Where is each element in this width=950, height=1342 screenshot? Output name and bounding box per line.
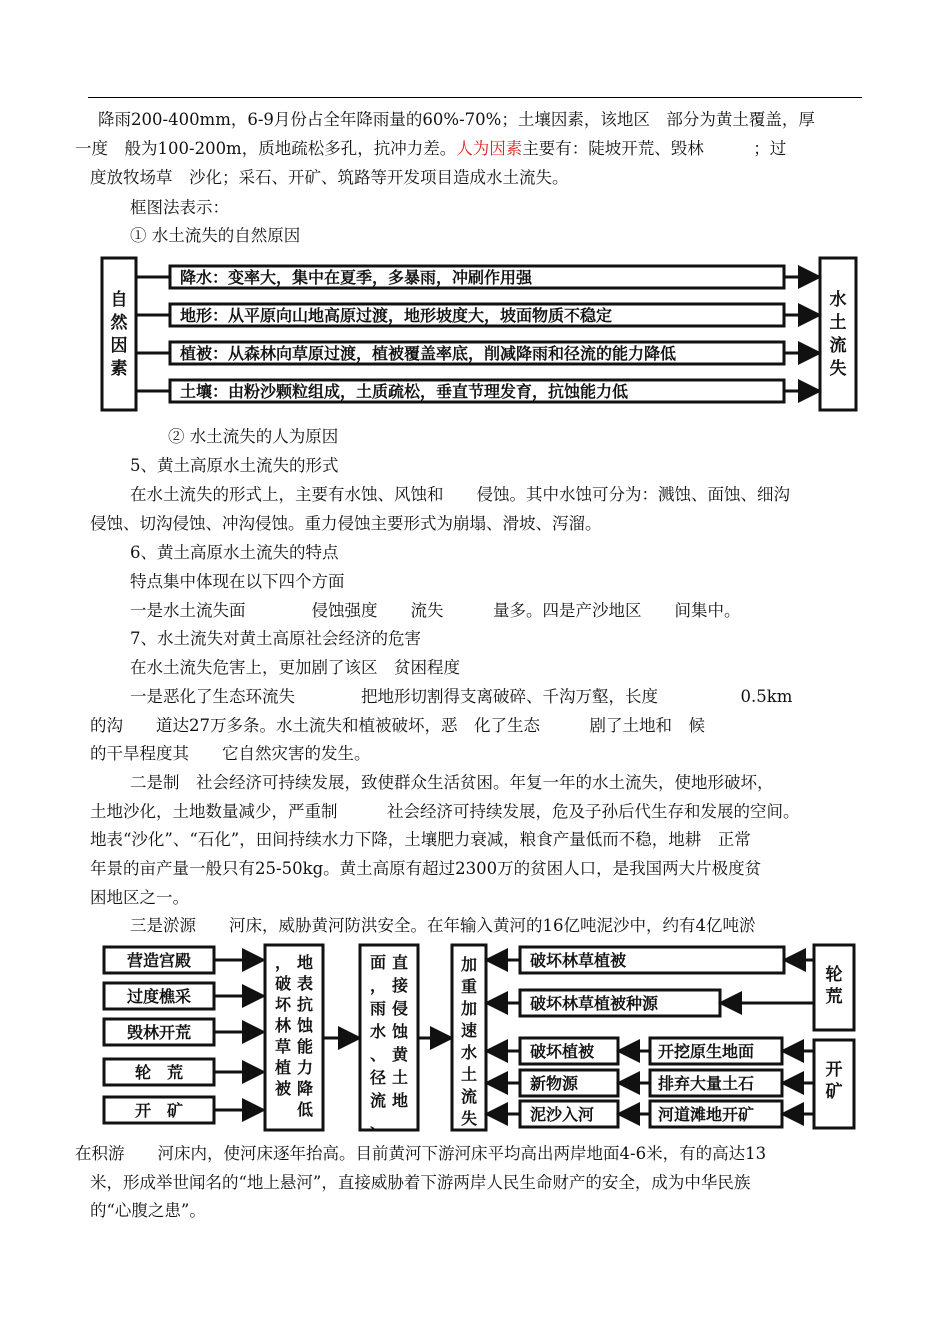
vertical-char: 重 xyxy=(460,977,478,996)
cause-label: 毁林开荒 xyxy=(126,1023,192,1042)
vertical-char: 草 xyxy=(274,1037,292,1056)
vertical-char: 低 xyxy=(296,1100,314,1119)
paragraph-line: 在积游 河床内，使河床逐年抬高。目前黄河下游河床平均高出两岸地面4-6米，有的高达13 xyxy=(75,1144,767,1163)
section-6-heading: 6、黄土高原水土流失的特点 xyxy=(130,543,339,562)
vertical-char: 能 xyxy=(296,1037,314,1056)
paragraph-line: 特点集中体现在以下四个方面 xyxy=(130,572,345,591)
soil-erosion-box xyxy=(820,258,856,410)
paragraph-line: 一是恶化了生态环流失 把地形切割得支离破碎、千沟万壑，长度 0.5km xyxy=(130,687,793,706)
frame-intro: 框图法表示： xyxy=(130,198,229,217)
vertical-char: 表 xyxy=(296,974,314,993)
vertical-char: 接 xyxy=(391,976,409,995)
source-label: 开挖原生地面 xyxy=(658,1042,755,1061)
human-causes-diagram xyxy=(100,940,860,1135)
effect-label: 破坏植被 xyxy=(530,1042,595,1061)
section-5-heading: 5、黄土高原水土流失的形式 xyxy=(130,456,339,475)
direct-erosion-box xyxy=(360,945,418,1130)
cause-boxes xyxy=(104,947,260,1123)
rotation-label-2: 荒 xyxy=(825,987,843,1007)
section-7-heading: 7、水土流失对黄土高原社会经济的危害 xyxy=(130,629,421,648)
natural-causes-heading: ① 水土流失的自然原因 xyxy=(130,226,301,245)
vertical-char: 被 xyxy=(274,1079,292,1098)
right-label-3: 流 xyxy=(829,336,847,356)
text-run: 主要有：陡坡开荒、毁林 ；过 xyxy=(522,139,787,158)
row-text: 地形：从平原向山地高原过渡，地形坡度大，坡面物质不稳定 xyxy=(180,306,613,325)
vertical-char: 土 xyxy=(460,1065,478,1084)
vertical-char: 、 xyxy=(369,1045,387,1064)
paragraph-line: 度放牧场草 沙化；采石、开矿、筑路等开发项目造成水土流失。 xyxy=(90,168,569,187)
cause-box xyxy=(104,947,260,973)
cause-box xyxy=(104,1019,260,1045)
text-run: 一度 般为100-200m，质地疏松多孔，抗冲力差。 xyxy=(75,139,457,158)
vertical-char: 速 xyxy=(460,1021,478,1040)
factor-row-vegetation xyxy=(136,342,816,364)
vertical-char: 坏 xyxy=(274,995,292,1014)
cause-box xyxy=(104,1097,260,1123)
left-label-1: 自 xyxy=(110,290,128,310)
natural-causes-diagram xyxy=(100,253,860,415)
source-box xyxy=(622,1101,814,1127)
row-text: 植被：从森林向草原过渡，植被覆盖率底，削减降雨和径流的能力降低 xyxy=(180,344,677,363)
vertical-char: 雨 xyxy=(369,999,387,1018)
rotation-label-1: 轮 xyxy=(825,965,843,985)
paragraph-line: 土地沙化，土地数量减少，严重制 社会经济可持续发展，危及子孙后代生存和发展的空间。 xyxy=(90,802,800,821)
paragraph-line: 在水土流失危害上，更加剧了该区 贫困程度 xyxy=(130,658,460,677)
paragraph-line: 年景的亩产量一般只有25-50kg。黄土高原有超过2300万的贫困人口，是我国两大片极度贫 xyxy=(90,859,762,878)
mining-label-2: 矿 xyxy=(825,1082,843,1102)
vertical-char: 直 xyxy=(391,953,409,972)
row-text: 降水：变率大，集中在夏季，多暴雨，冲刷作用强 xyxy=(180,268,533,287)
paragraph-line: 降雨200-400mm，6-9月份占全年降雨量的60%-70%；土壤因素，该地区 部分为黄土覆盖，厚 xyxy=(98,110,815,129)
effect-box xyxy=(490,1070,618,1096)
highlight-human-factors: 人为因素 xyxy=(456,139,523,158)
source-box xyxy=(622,1070,814,1096)
vertical-char: 降 xyxy=(296,1079,314,1098)
source-boxes xyxy=(622,1038,814,1127)
paragraph-line: 困地区之一。 xyxy=(90,888,189,907)
effect-box xyxy=(490,1038,618,1064)
effect-box xyxy=(490,1101,618,1127)
paragraph-line xyxy=(75,137,786,161)
vertical-char: ， xyxy=(274,953,292,972)
vertical-char: 植 xyxy=(274,1058,292,1077)
effect-label: 破坏林草植被 xyxy=(530,951,627,970)
surface-resistance-box xyxy=(265,945,323,1130)
left-label-4: 素 xyxy=(110,359,128,379)
natural-factors-box xyxy=(102,258,136,410)
vertical-char: 加 xyxy=(460,955,478,974)
left-label-2: 然 xyxy=(110,313,128,333)
human-causes-heading: ② 水土流失的人为原因 xyxy=(168,427,339,446)
vertical-char: 破 xyxy=(274,974,292,993)
paragraph-line: 一是水土流失面 侵蚀强度 流失 量多。四是产沙地区 间集中。 xyxy=(130,601,741,620)
right-label-2: 土 xyxy=(829,313,847,333)
effect-label: 新物源 xyxy=(530,1074,579,1093)
vertical-char: 水 xyxy=(369,1022,387,1041)
right-label-1: 水 xyxy=(829,290,847,310)
vertical-char: 加 xyxy=(460,999,478,1018)
paragraph-line: 侵蚀、切沟侵蚀、冲沟侵蚀。重力侵蚀主要形式为崩塌、滑坡、泻溜。 xyxy=(90,514,602,533)
vertical-char: 地 xyxy=(391,1091,409,1110)
vertical-char: 力 xyxy=(296,1058,314,1077)
right-label-4: 失 xyxy=(829,359,847,379)
factor-row-rain xyxy=(136,266,816,288)
cause-label: 过度樵采 xyxy=(126,987,192,1006)
effect-label: 泥沙入河 xyxy=(530,1105,595,1124)
header-rule xyxy=(88,97,862,98)
paragraph-line: 三是淤源 河床，威胁黄河防洪安全。在年输入黄河的16亿吨泥沙中，约有4亿吨淤 xyxy=(130,916,756,935)
vertical-char: 流 xyxy=(369,1091,387,1110)
effect-label: 破坏林草植被种源 xyxy=(530,994,659,1013)
cause-label: 开 矿 xyxy=(134,1101,184,1120)
paragraph-line: 在水土流失的形式上，主要有水蚀、风蚀和 侵蚀。其中水蚀可分为：溅蚀、面蚀、细沟 xyxy=(130,485,790,504)
effect-box xyxy=(490,947,784,973)
source-box xyxy=(622,1038,814,1064)
mining-label-1: 开 xyxy=(825,1060,843,1080)
vertical-char: 径 xyxy=(369,1068,387,1087)
source-label: 河道滩地开矿 xyxy=(658,1105,755,1124)
vertical-char: 侵 xyxy=(391,999,409,1018)
vertical-char: 水 xyxy=(460,1043,478,1062)
vertical-char: 地 xyxy=(296,953,314,972)
cause-label: 轮 荒 xyxy=(134,1063,184,1082)
vertical-char: 蚀 xyxy=(296,1016,314,1035)
paragraph-line: 的“心腹之患”。 xyxy=(90,1201,206,1220)
paragraph-line: 米，形成举世闻名的“地上悬河”，直接威胁着下游两岸人民生命财产的安全，成为中华民族 xyxy=(90,1173,751,1192)
vertical-char: 失 xyxy=(460,1109,478,1128)
row-text: 土壤：由粉沙颗粒组成，土质疏松，垂直节理发育，抗蚀能力低 xyxy=(180,382,629,401)
factor-row-soil xyxy=(136,380,816,402)
vertical-char: ， xyxy=(369,976,387,995)
vertical-char: 土 xyxy=(391,1068,409,1087)
vertical-char: 流 xyxy=(460,1087,478,1106)
cause-box xyxy=(104,983,260,1009)
paragraph-line: 地表“沙化”、“石化”，田间持续水力下降，土壤肥力衰减，粮食产量低而不稳，地耕 正常 xyxy=(90,830,751,849)
vertical-char: 面 xyxy=(369,953,387,972)
left-label-3: 因 xyxy=(110,336,128,356)
factor-row-terrain xyxy=(136,304,816,326)
vertical-char: 林 xyxy=(274,1016,292,1035)
effect-box xyxy=(490,990,720,1016)
paragraph-line: 的干旱程度其 它自然灾害的发生。 xyxy=(90,744,371,763)
vertical-char: 抗 xyxy=(296,995,314,1014)
paragraph-line: 二是制 社会经济可持续发展，致使群众生活贫困。年复一年的水土流失，使地形破坏， xyxy=(130,773,774,792)
vertical-char: 、 xyxy=(369,1114,387,1133)
paragraph-line: 的沟 道达27万多条。水土流失和植被破坏，恶 化了生态 剧了土地和 候 xyxy=(90,716,705,735)
source-label: 排弃大量土石 xyxy=(658,1074,755,1093)
cause-label: 营造宫殿 xyxy=(126,951,192,970)
cause-box xyxy=(104,1059,260,1085)
vertical-char: 黄 xyxy=(391,1045,409,1064)
vertical-char: 蚀 xyxy=(391,1022,409,1041)
